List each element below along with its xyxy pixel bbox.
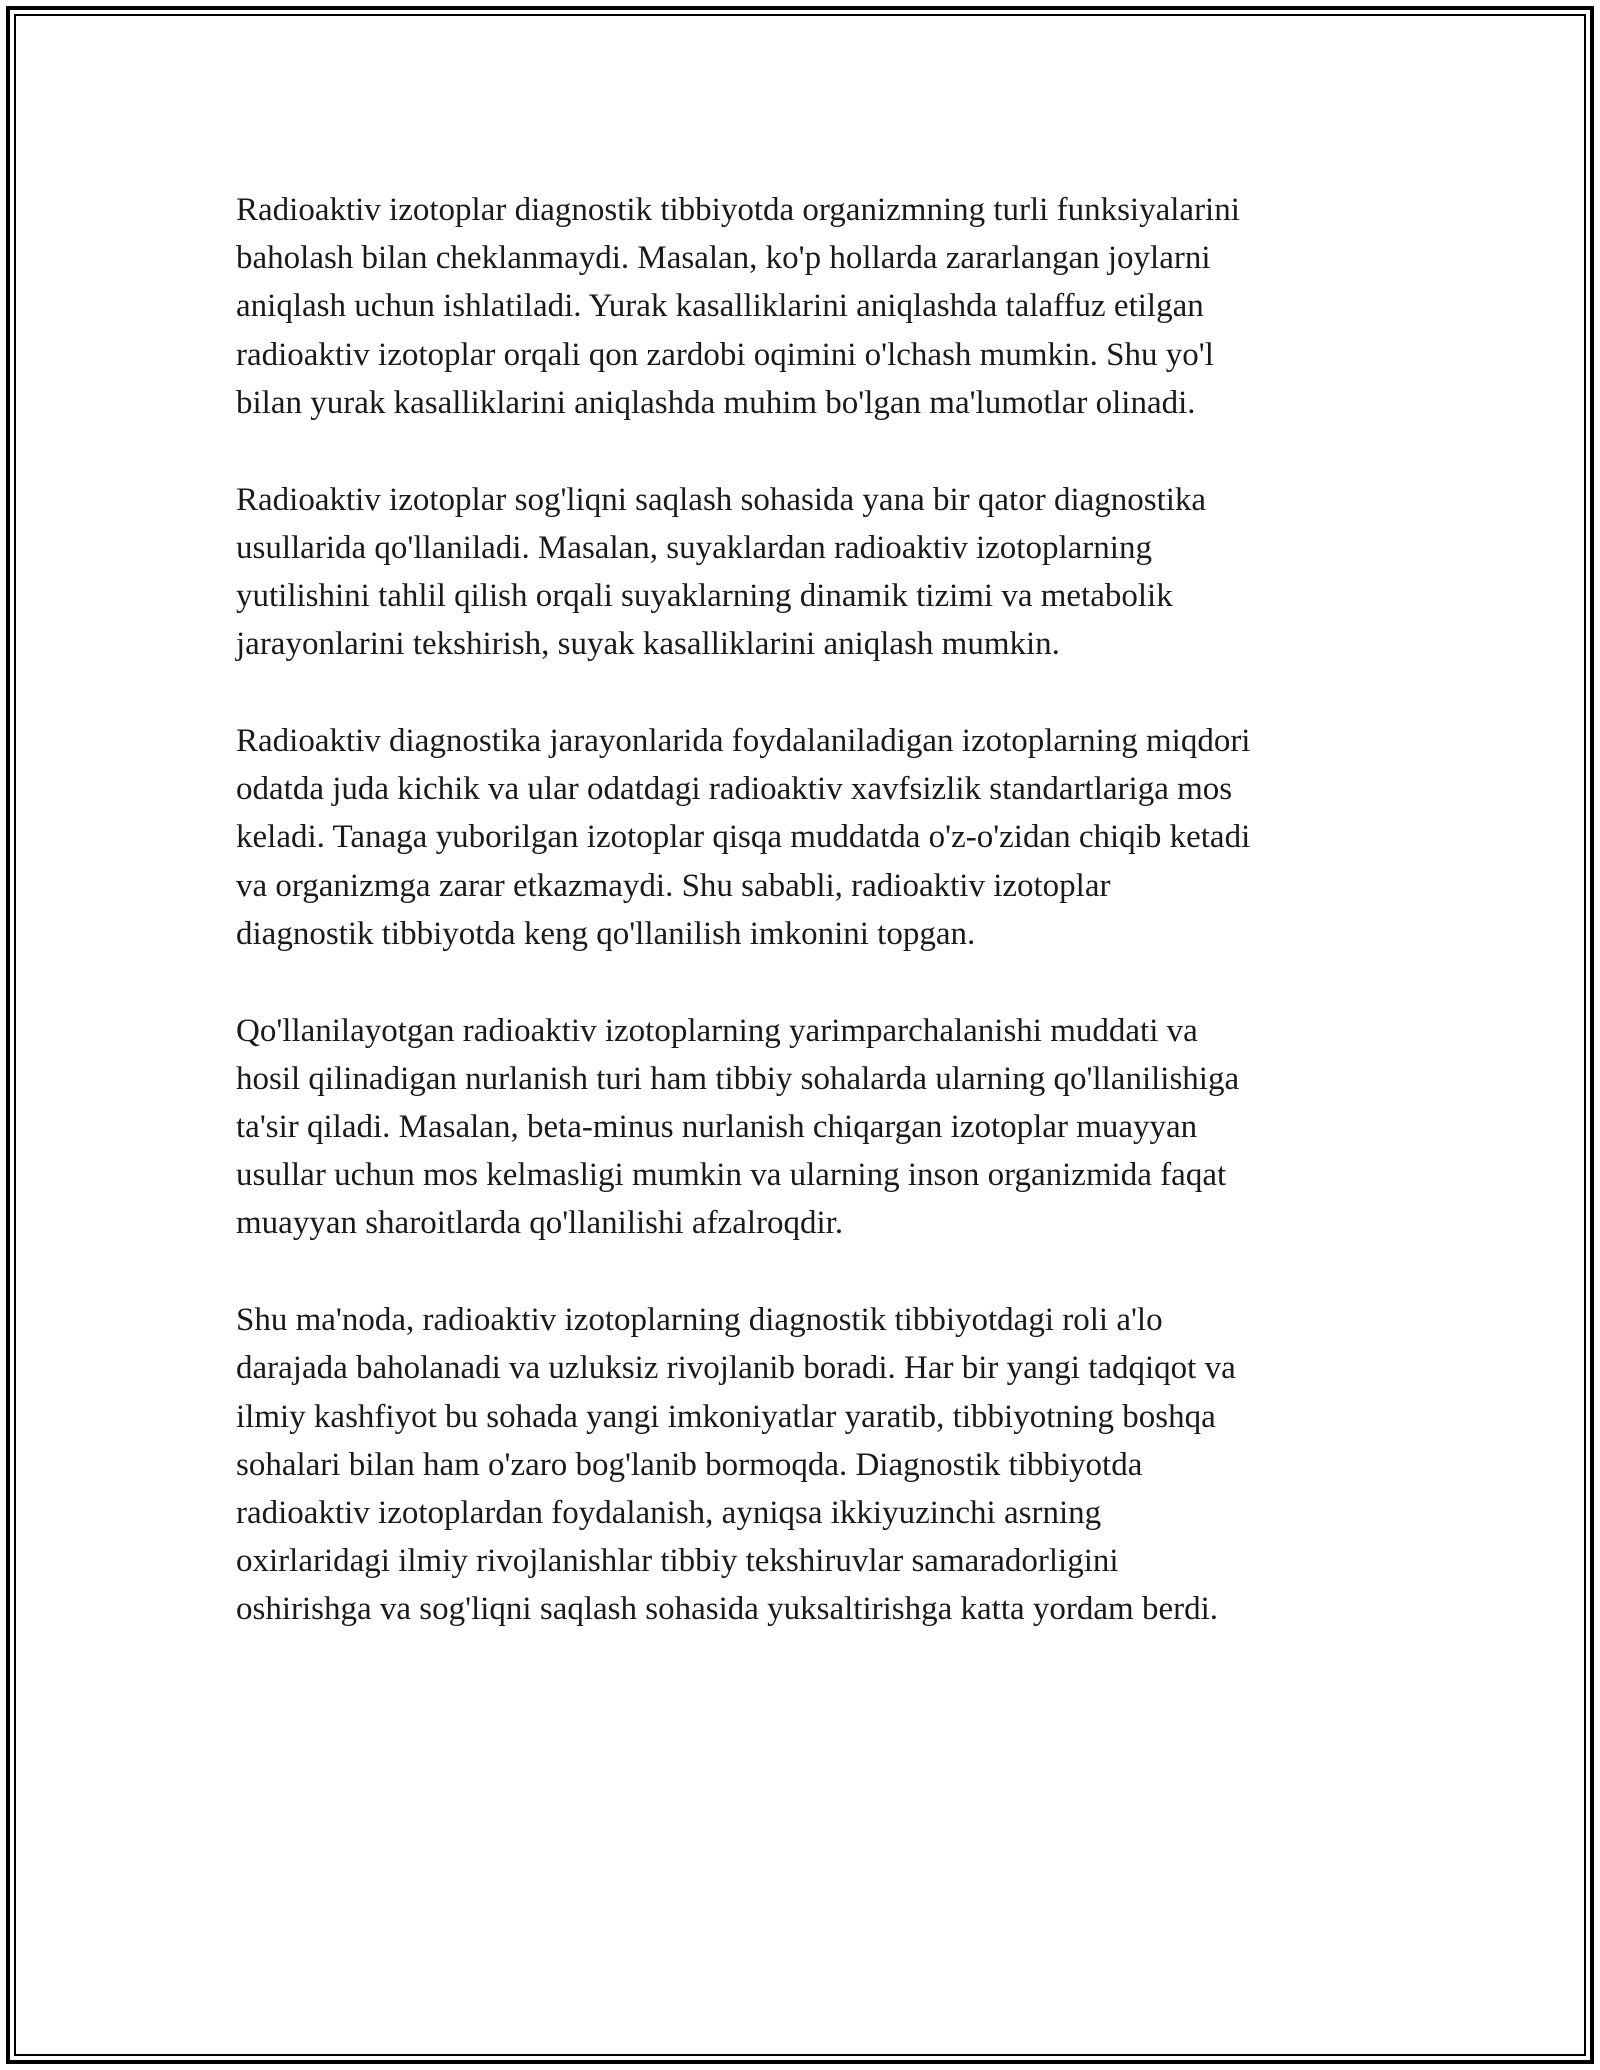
paragraph-1: Radioaktiv izotoplar diagnostik tibbiyotda organizmning turli funksiyalarini baholash bilan cheklanmaydi. Masalan, ko'p hollarda zararlangan joylarni aniqlash uchun ishlatiladi. Yurak kasalliklarini aniqlashda talaffuz etilgan radioaktiv izotoplar orqali qon zardobi oqimini o'lchash mumkin. Shu yo'l bilan yurak kasalliklarini aniqlashda muhim bo'lgan ma'lumotlar olinadi. xyxy=(236,192,1240,421)
document-body xyxy=(236,186,1376,1682)
paragraph-2: Radioaktiv izotoplar sog'liqni saqlash sohasida yana bir qator diagnostika usullarida qo'llaniladi. Masalan, suyaklardan radioaktiv izotoplarning yutilishini tahlil qilish orqali suyaklarning dinamik tizimi va metabolik jarayonlarini tekshirish, suyak kasalliklarini aniqlash mumkin. xyxy=(236,481,1207,663)
paragraph-3: Radioaktiv diagnostika jarayonlarida foydalaniladigan izotoplarning miqdori odatda juda kichik va ular odatdagi radioaktiv xavfsizlik standartlariga mos keladi. Tanaga yuborilgan izotoplar qisqa muddatda o'z-o'zidan chiqib ketadi va organizmga zarar etkazmaydi. Shu sababli, radioaktiv izotoplar diagnostik tibbiyotda keng qo'llanilish imkonini topgan. xyxy=(236,723,1251,952)
paragraph-4: Qo'llanilayotgan radioaktiv izotoplarning yarimparchalanishi muddati va hosil qilinadigan nurlanish turi ham tibbiy sohalarda ularning qo'llanilishiga ta'sir qiladi. Masalan, beta-minus nurlanish chiqargan izotoplar muayyan usullar uchun mos kelmasligi mumkin va ularning inson organizmida faqat muayyan sharoitlarda qo'llanilishi afzalroqdir. xyxy=(236,1012,1240,1242)
paragraph-5: Shu ma'noda, radioaktiv izotoplarning diagnostik tibbiyotdagi roli a'lo darajada baholanadi va uzluksiz rivojlanib boradi. Har bir yangi tadqiqot va ilmiy kashfiyot bu sohada yangi imkoniyatlar yaratib, tibbiyotning boshqa sohalari bilan ham o'zaro bog'lanib bormoqda. Diagnostik tibbiyotda radioaktiv izotoplardan foydalanish, ayniqsa ikkiyuzinchi asrning oxirlaridagi ilmiy rivojlanishlar tibbiy tekshiruvlar samaradorligini oshirishga va sog'liqni saqlash sohasida yuksaltirishga katta yordam berdi. xyxy=(236,1302,1236,1628)
